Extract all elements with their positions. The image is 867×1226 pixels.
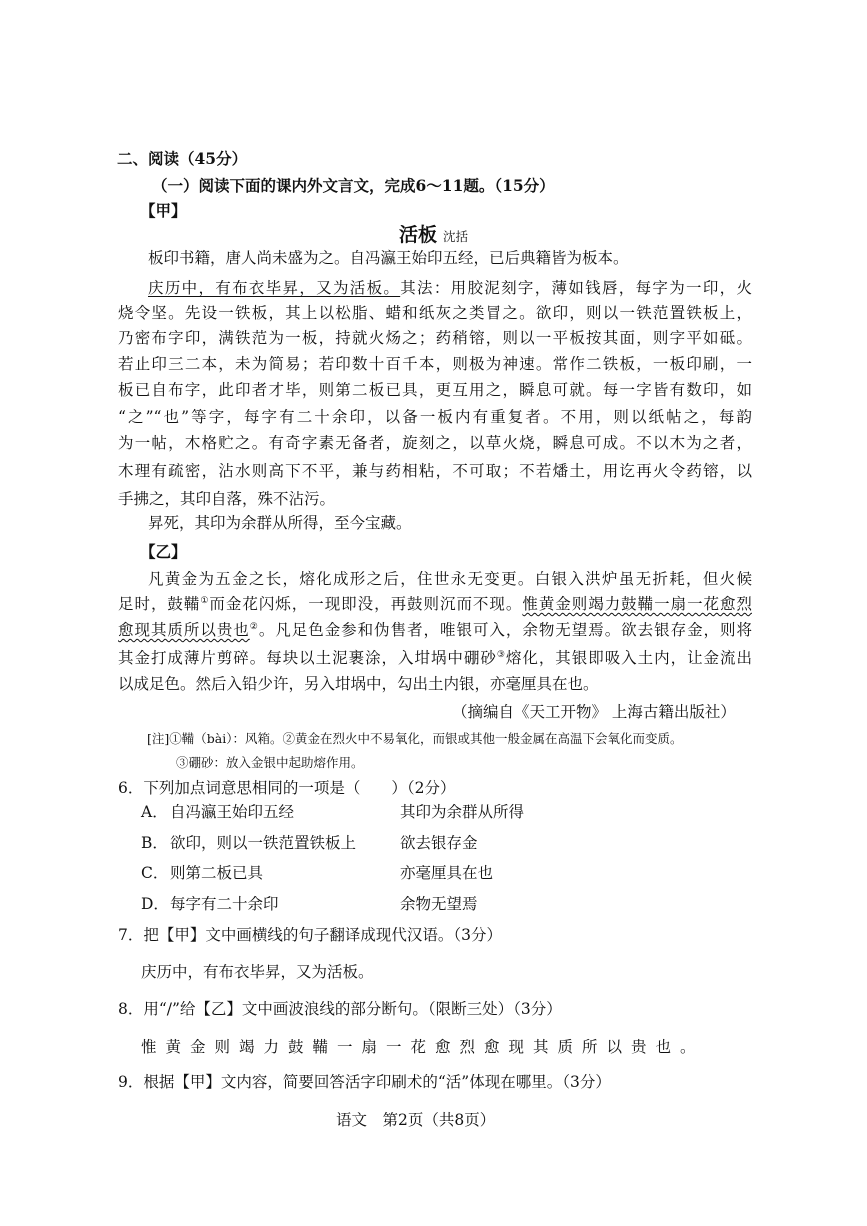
yi-line-2-a: 足时，鼓鞴 xyxy=(118,595,201,614)
note-line-1: [注]①鞴（bài）：风箱。②黄金在烈火中不易氧化，而银或其他一般金属在高温下会氧化而变质。 xyxy=(147,731,683,746)
part-a-label: 【甲】 xyxy=(140,201,187,220)
section-heading: 二、阅读（45分） xyxy=(117,149,248,168)
jia-line-6: 板已自布字，此印者才毕，则第二板已具，更互用之，瞬息可就。每一字皆有数印，如 xyxy=(118,381,752,399)
underlined-sentence: 庆历中，有布衣毕昇，又为活板。 xyxy=(148,279,401,297)
yi-line-4-a: 其金打成薄片剪碎。每块以土泥裹涂，入坩埚中硼砂 xyxy=(118,649,497,668)
yi-line-1: 凡黄金为五金之长，熔化成形之后，住世永无变更。白银入洪炉虽无折耗，但火候 xyxy=(148,570,752,588)
jia-line-8: 为一帖，木格贮之。有奇字素无备者，旋刻之，以草火烧，瞬息可成。不以木为之者， xyxy=(118,434,752,452)
q6-option-a-left: 自冯瀛王始印五经 xyxy=(170,803,295,821)
footnote-ref-2: ② xyxy=(249,622,259,632)
yi-line-2 xyxy=(118,597,752,613)
q6-option-c-left: 则第二板已具 xyxy=(170,864,264,882)
part-b-label: 【乙】 xyxy=(140,542,187,561)
q6-option-a-right: 其印为余群从所得 xyxy=(400,803,525,821)
jia-paragraph-1: 板印书籍，唐人尚未盛为之。自冯瀛王始印五经，已后典籍皆为板本。 xyxy=(148,249,629,267)
q6-option-b-right: 欲去银存金 xyxy=(400,834,478,852)
q8-stem: 8．用“/”给【乙】文中画波浪线的部分断句。（限断三处）（3分） xyxy=(118,1000,562,1018)
wavy-underlined-part-1: 惟黄金则竭力鼓鞴一扇一花愈烈 xyxy=(522,595,752,614)
yi-line-4-b: 熔化，其银即吸入土内，让金流出 xyxy=(505,649,752,668)
wavy-underlined-part-2: 愈现其质所以贵也 xyxy=(118,621,250,640)
yi-line-3 xyxy=(118,623,752,639)
q6-option-d-right: 余物无望焉 xyxy=(400,895,478,913)
sub-heading: （一）阅读下面的课内外文言文，完成6～11题。（15分） xyxy=(152,176,555,195)
q6-stem: 6．下列加点词意思相同的一项是（ ）（2分） xyxy=(118,779,456,797)
q6-option-a-letter: A． xyxy=(141,803,168,821)
q8-sentence: 惟黄金则竭力鼓鞴一扇一花愈烈愈现其质所以贵也。 xyxy=(141,1038,705,1056)
q9-stem: 9．根据【甲】文内容，简要回答活字印刷术的“活”体现在哪里。（3分） xyxy=(118,1073,611,1091)
footnote-ref-3: ③ xyxy=(496,650,506,660)
q7-sentence: 庆历中，有布衣毕昇，又为活板。 xyxy=(141,963,374,981)
yi-line-2-b: 而金花闪烁，一现即没，再鼓则沉而不现。 xyxy=(209,595,523,614)
jia-line-10: 手拂之，其印自落，殊不沾污。 xyxy=(118,490,336,508)
jia-line-4: 乃密布字印，满铁范为一板，持就火炀之；药稍镕，则以一平板按其面，则字平如砥。 xyxy=(118,329,752,347)
q6-option-d-letter: D． xyxy=(141,895,169,913)
source-citation: （摘编自《天工开物》 上海古籍出版社） xyxy=(452,703,736,721)
yi-line-5: 以成足色。然后入铅少许，另入坩埚中，勾出土内银，亦毫厘具在也。 xyxy=(118,675,599,693)
q6-option-b-letter: B． xyxy=(141,834,168,852)
q6-option-c-right: 亦毫厘具在也 xyxy=(400,864,494,882)
q6-option-c-letter: C． xyxy=(141,864,169,882)
jia-line-2 xyxy=(148,281,752,297)
q7-stem: 7．把【甲】文中画横线的句子翻译成现代汉语。（3分） xyxy=(118,926,502,944)
page-footer: 语文 第2页（共8页） xyxy=(336,1111,496,1129)
yi-line-3-rest: 。凡足色金参和伪售者，唯银可入，余物无望焉。欲去银存金，则将 xyxy=(258,621,752,640)
passage-title-block xyxy=(399,226,468,245)
jia-line-9: 木理有疏密，沾水则高下不平，兼与药相粘，不可取；不若燔土，用讫再火令药镕，以 xyxy=(118,462,752,480)
footnote-ref-1: ① xyxy=(200,596,210,606)
note-line-2: ③硼砂：放入金银中起助熔作用。 xyxy=(176,755,364,770)
jia-line-5: 若止印三二本，未为简易；若印数十百千本，则极为神速。常作二铁板，一板印刷，一 xyxy=(118,355,752,373)
yi-line-4 xyxy=(118,651,752,667)
passage-author: 沈括 xyxy=(443,229,469,244)
q6-option-b-left: 欲印，则以一铁范置铁板上 xyxy=(170,834,357,852)
jia-line-2-rest: 其法：用胶泥刻字，薄如钱唇，每字为一印，火 xyxy=(400,279,752,297)
passage-title: 活板 xyxy=(399,224,438,246)
q6-option-d-left: 每字有二十余印 xyxy=(170,895,279,913)
jia-paragraph-3: 昇死，其印为余群从所得，至今宝藏。 xyxy=(148,514,412,532)
jia-line-3: 烧令坚。先设一铁板，其上以松脂、蜡和纸灰之类冒之。欲印，则以一铁范置铁板上， xyxy=(118,304,752,322)
jia-line-7: “之”“也”等字，每字有二十余印，以备一板内有重复者。不用，则以纸帖之，每韵 xyxy=(118,408,752,426)
